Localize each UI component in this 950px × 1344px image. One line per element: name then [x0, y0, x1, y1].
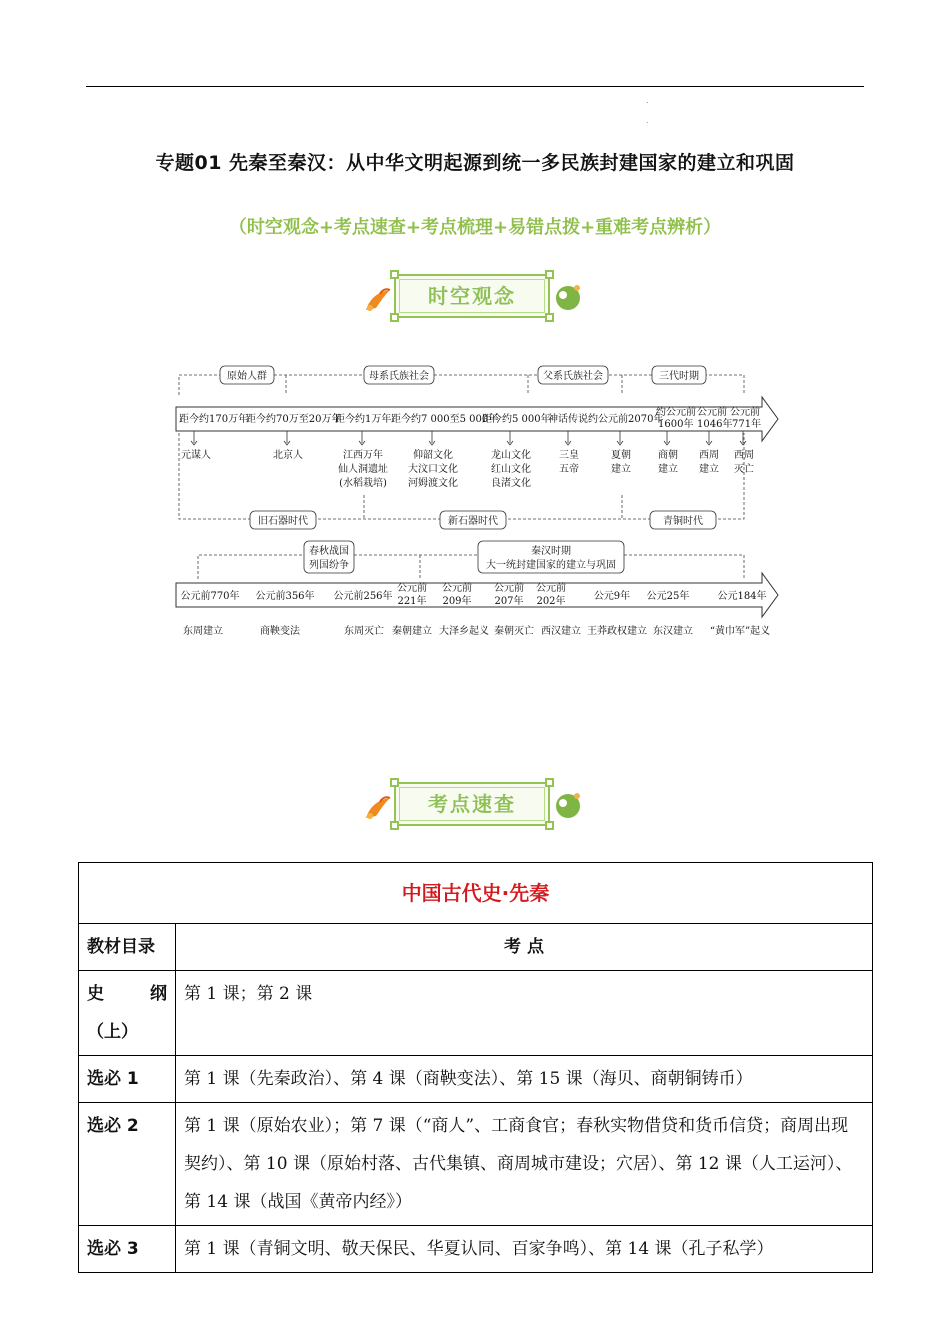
timeline-date: 221年 — [397, 596, 427, 607]
timeline-event: 仙人洞遗址 — [338, 464, 388, 475]
timeline-date: 约公元前2070年 — [588, 414, 664, 425]
timeline-event: 东周建立 — [183, 626, 223, 637]
row-label: 选必 3 — [79, 1226, 176, 1273]
row-label-part: 史 — [87, 984, 104, 1004]
period-label: 新石器时代 — [448, 516, 498, 527]
timeline-event: 五帝 — [559, 464, 579, 475]
row-label — [79, 971, 176, 1056]
timeline-date: 约公元前 — [656, 407, 696, 418]
timeline-date: 771年 — [732, 419, 762, 430]
timeline-event: 灭亡 — [734, 464, 754, 475]
timeline-event: 西周 — [734, 450, 754, 461]
timeline-date: 公元9年 — [593, 591, 631, 602]
row-label: 选必 1 — [79, 1056, 176, 1103]
timeline-event: 秦朝灭亡 — [494, 626, 534, 637]
timeline-event: 建立 — [611, 464, 631, 475]
timeline-event: 东周灭亡 — [344, 626, 384, 637]
timeline-date: 公元前 — [697, 407, 727, 418]
table-row — [79, 1056, 873, 1103]
row-content: 第 1 课（青铜文明、敬天保民、华夏认同、百家争鸣）、第 14 课（孔子私学） — [176, 1226, 873, 1273]
timeline-event: 大泽乡起义 — [439, 626, 489, 637]
period-label: 青铜时代 — [663, 516, 703, 527]
period-label: 春秋战国 — [309, 546, 349, 557]
table-column-row — [79, 924, 873, 971]
timeline-event: 良渚文化 — [491, 478, 531, 489]
timeline-date: 公元前256年 — [333, 591, 393, 602]
document-title: 专题01 先秦至秦汉：从中华文明起源到统一多民族封建国家的建立和巩固 — [155, 152, 795, 174]
timeline-event: 西汉建立 — [541, 626, 581, 637]
timeline-event: 夏朝 — [611, 450, 631, 461]
row-content: 第 1 课（原始农业）；第 7 课（“商人”、工商食官；春秋实物借贷和货币信贷；商周出现契约）、第 10 课（原始村落、古代集镇、商周城市建设；穴居）、第 12 课（人工运河）、第 14 课（战国《黄帝内经》） — [176, 1103, 873, 1226]
period-label: 秦汉时期 — [531, 546, 571, 557]
table-row — [79, 1226, 873, 1273]
timeline-event: 仰韶文化 — [413, 450, 453, 461]
timeline-date: 距今约7 000至5 000年 — [391, 414, 499, 425]
row-label: 选必 2 — [79, 1103, 176, 1226]
period-label: 父系氏族社会 — [543, 371, 603, 382]
timeline-date: 1600年 — [658, 419, 694, 430]
sun-icon — [550, 280, 586, 316]
timeline-event: 龙山文化 — [491, 450, 531, 461]
row-content: 第 1 课（先秦政治）、第 4 课（商鞅变法）、第 15 课（海贝、商朝铜铸币） — [176, 1056, 873, 1103]
timeline-event: 商鞅变法 — [260, 626, 300, 637]
koi-fish-icon — [362, 792, 394, 822]
timeline-diagram — [170, 355, 782, 655]
banner-label: 时空观念 — [428, 284, 516, 308]
timeline-date: 公元前 — [494, 583, 524, 594]
table-row — [79, 1103, 873, 1226]
timeline-date: 距今约70万至20万年 — [246, 414, 342, 425]
timeline-event: 江西万年 — [343, 450, 383, 461]
timeline-date: 202年 — [536, 596, 566, 607]
timeline-event: 北京人 — [273, 450, 303, 461]
timeline-event: 大汶口文化 — [408, 464, 458, 475]
period-label: 三代时期 — [659, 371, 699, 382]
timeline-event: 建立 — [699, 464, 719, 475]
timeline-date: 公元前 — [536, 583, 566, 594]
timeline-date: 公元25年 — [646, 591, 690, 602]
timeline-event: 商朝 — [658, 450, 678, 461]
period-label: 母系氏族社会 — [369, 371, 429, 382]
banner-spacetime — [362, 270, 592, 330]
koi-fish-icon — [362, 284, 394, 314]
decorative-dot: . — [646, 96, 649, 105]
timeline-date: 距今约1万年 — [335, 414, 392, 425]
decorative-dot: . — [646, 116, 649, 125]
banner-label: 考点速查 — [428, 792, 516, 816]
table-header-row — [79, 863, 873, 924]
timeline-event: 秦朝建立 — [392, 626, 432, 637]
timeline-event: 红山文化 — [491, 464, 531, 475]
timeline-date: 公元184年 — [717, 591, 767, 602]
timeline-event: 西周 — [699, 450, 719, 461]
column-header-points: 考 点 — [176, 924, 873, 971]
table-title: 中国古代史·先秦 — [79, 863, 873, 924]
timeline-date: 公元前 — [442, 583, 472, 594]
row-label-part: 纲 — [150, 984, 167, 1004]
timeline-date: 公元前356年 — [255, 591, 315, 602]
header-rule — [86, 86, 864, 87]
timeline-date: 1046年 — [697, 419, 733, 430]
banner-quickcheck — [362, 778, 592, 838]
row-content: 第 1 课；第 2 课 — [176, 971, 873, 1056]
sun-icon — [550, 788, 586, 824]
timeline-event: 三皇 — [559, 450, 579, 461]
timeline-date: 209年 — [442, 596, 472, 607]
timeline-date: 207年 — [494, 596, 524, 607]
period-label: 大一统封建国家的建立与巩固 — [486, 560, 616, 571]
timeline-event: “黄巾军”起义 — [709, 626, 771, 637]
document-subtitle: （时空观念+考点速查+考点梳理+易错点拨+重难考点辨析） — [228, 217, 722, 238]
timeline-date: 公元前 — [397, 583, 427, 594]
column-header-textbook: 教材目录 — [79, 924, 176, 971]
timeline-date: 神话传说 — [548, 414, 588, 425]
period-label: 旧石器时代 — [258, 516, 308, 527]
period-label: 列国纷争 — [309, 560, 349, 571]
row-label-part: （上） — [87, 1022, 138, 1042]
timeline-date: 距今约5 000年 — [482, 414, 551, 425]
timeline-event: 河姆渡文化 — [408, 478, 458, 489]
timeline-event: (水稻栽培) — [339, 478, 387, 489]
period-label: 原始人群 — [227, 371, 267, 382]
timeline-event: 王莽政权建立 — [587, 626, 647, 637]
timeline-event: 东汉建立 — [653, 626, 693, 637]
timeline-event: 建立 — [658, 464, 678, 475]
key-points-table — [78, 862, 873, 1273]
timeline-date: 距今约170万年 — [179, 414, 249, 425]
timeline-date: 公元前770年 — [180, 591, 240, 602]
timeline-date: 公元前 — [730, 407, 760, 418]
table-row — [79, 971, 873, 1056]
timeline-event: 元谋人 — [181, 450, 211, 461]
